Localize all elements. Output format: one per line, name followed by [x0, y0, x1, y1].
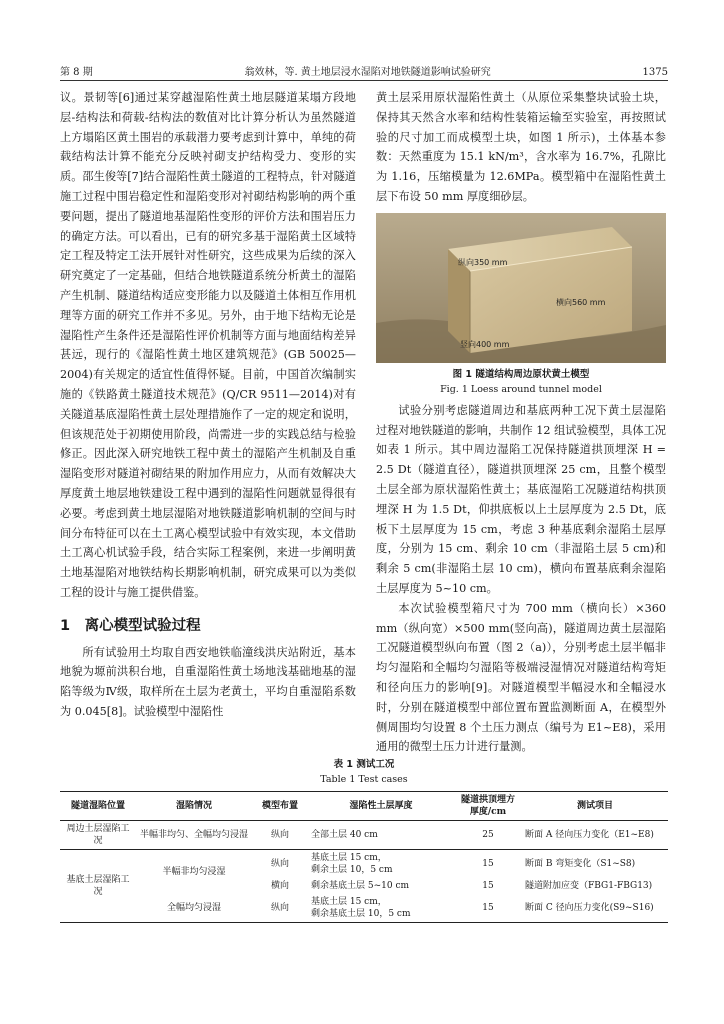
right-column: [376, 88, 666, 757]
left-column: [60, 88, 356, 722]
running-title: 翁效林，等. 黄土地层浸水湿陷对地铁隧道影响试验研究: [244, 67, 491, 78]
model-box-paragraph: 本次试验模型箱尺寸为 700 mm（横向长）×360 mm（纵向宽）×500 mm(竖向高)，隧道周边黄土层湿陷工况隧道模型纵向布置（图 2（a)），分别考虑土层半幅非均匀湿陷和全幅均匀湿陷等极端浸湿情况对隧道结构弯矩和径向压力的影响[9]。对隧道模型半幅浸水和全幅浸水时，分别在隧道模型中部位置布置监测断面 A，在模型外侧周围均匀设置 8 个土压力测点（编号为 E1~E8)，采用通用的微型土压力计进行量测。: [376, 601, 666, 754]
table-header-cell: 模型布置: [261, 801, 298, 811]
test-cases-paragraph: 试验分别考虑隧道周边和基底两种工况下黄土层湿陷过程对地铁隧道的影响，共制作 12 组试验模型，具体工况如表 1 所示。其中周边湿陷工况保持隧道拱顶埋深 H = 2.5 Dt（隧道直径），隧道拱顶埋深 25 cm，且整个模型土层全部为原状湿陷性黄土；基底湿陷工况隧道结构拱顶埋深 H 为 1.5 Dt，仰拱底板以上土层厚度为 2.5 Dt，底板下土层厚度为 15 cm，考虑 3 种基底剩余湿陷土层厚度，分别为 15 cm、剩余 10 cm（非湿陷土层 5 cm)和剩余 5 cm(非湿陷土层 10 cm)，横向布置基底剩余湿陷土层厚度为 5~10 cm。: [376, 403, 666, 595]
table-cell-line: 基底土层 15 cm，: [311, 897, 387, 907]
table-cell: 断面 C 径向压力变化(S9~S16): [525, 903, 654, 913]
method-paragraph: 所有试验用土均取自西安地铁临潼线洪庆站附近，基本地貌为塬前洪积台地，自重湿陷性黄土场地浅基础地基的湿陷等级为Ⅳ级，取样所在土层为老黄土，平均自重湿陷系数为 0.045[8]。试验模型中湿陷性: [60, 645, 356, 718]
table-caption-en: Table 1 Test cases: [320, 774, 408, 785]
loess-block-illustration: [376, 213, 666, 363]
loess-model-photo: [376, 213, 666, 363]
table-cell: 剩余基底土层 5~10 cm: [311, 881, 410, 891]
longitudinal-label: 纵向350 mm: [458, 257, 508, 267]
table-header-row: [60, 792, 668, 821]
table-row: [60, 894, 668, 923]
transverse-label: 横向560 mm: [556, 297, 606, 307]
table-cell: 全部土层 40 cm: [311, 830, 378, 840]
table-cell: [308, 850, 454, 879]
table-cell: 全幅均匀浸湿: [166, 903, 221, 913]
table-row: [60, 821, 668, 850]
table-cell-line: 剩余基底土层 10，5 cm: [311, 909, 411, 919]
running-header: [60, 60, 668, 78]
table-cell-line: 基底土层 15 cm，: [311, 853, 387, 863]
material-paragraph: 黄土层采用原状湿陷性黄土（从原位采集整块试验土块，保持其天然含水率和结构性装箱运输至实验室，再按照试验的尺寸加工而成模型土块，如图 1 所示)，土体基本参数：天然重度为 15.1 kN/m³，含水率为 16.7%，孔隙比为 1.16，压缩模量为 12.6MPa。模型箱中在湿陷性黄土层下布设 50 mm 厚度细砂层。: [376, 91, 666, 203]
table-header-cell: 湿陷情况: [175, 801, 212, 811]
table-cell: 断面 A 径向压力变化（E1~E8): [525, 830, 654, 840]
table-cell: [308, 894, 454, 923]
page-number: 1375: [642, 67, 668, 78]
table-header-cell: 隧道拱顶埋方厚度/cm: [460, 795, 515, 817]
table-cell-line: 剩余土层 10，5 cm: [311, 865, 393, 875]
table-cell: 纵向: [270, 830, 289, 840]
table-cell: 15: [482, 881, 494, 891]
test-cases-table: [60, 791, 668, 923]
issue-number: 第 8 期: [60, 67, 93, 78]
intro-paragraph: 议。景韧等[6]通过某穿越湿陷性黄土地层隧道某塌方段地层-结构法和荷载-结构法的数值对比计算分析认为虽然隧道上方塌陷区黄土围岩的承载潜力要考虑到计算中，单纯的荷载结构法计算不能充分反映衬砌支护结构受力、变形的实质。邵生俊等[7]结合湿陷性黄土隧道的工程特点，针对隧道施工过程中围岩稳定性和湿陷变形对衬砌结构影响的两个重要问题，提出了隧道地基湿陷性变形的评价方法和围岩压力的确定方法。可以看出，已有的研究多基于湿陷黄土区域特定工程及特定工法开展针对性研究，这些成果为后续的深入研究奠定了一定基础，但结合地铁隧道系统分析黄土的湿陷产生机制、隧道结构适应变形能力以及隧道土体相互作用机理等方面的研究工作并不多见。另外，由于地下结构无论是湿陷性产生条件还是湿陷性评价机制等方面与地面结构差异甚远，现行的《湿陷性黄土地区建筑规范》(GB 50025—2004)有关规定的适宜性值得怀疑。目前，中国首次编制实施的《铁路黄土隧道技术规范》(Q/CR 9511—2014)对有关隧道基底湿陷性黄土层处理措施作了一定的规定和说明，但该规范处于初期使用阶段，尚需进一步的实践总结与检验修正。因此深入研究地铁工程中黄土的湿陷产生机制及自重湿陷变形对隧道衬砌结果的附加作用应力，从而有效解决大厚度黄土地层地铁建设工程中遇到的湿陷性问题就显得很有必要。考虑到黄土地层湿陷对地铁隧道影响机制的空间与时间分布特征可以在土工离心模型试验中有效实现，本文借助土工离心机试验手段，结合实际工程案例，来进一步阐明黄土地基湿陷对地铁结构长期影响机制，研究成果可以为类似工程的设计与施工提供借鉴。: [60, 91, 356, 599]
test-cases-table-block: [60, 757, 668, 923]
table-cell: 断面 B 弯矩变化（S1~S8): [525, 859, 636, 869]
table-cell: 纵向: [270, 859, 289, 869]
table-caption-cn: 表 1 测试工况: [333, 759, 395, 770]
table-cell: 半幅非均匀、全幅均匀浸湿: [139, 830, 248, 840]
table-header-cell: 湿陷性土层厚度: [349, 801, 413, 811]
figure-caption-cn: 图 1 隧道结构周边原状黄土模型: [452, 368, 590, 380]
table-cell: 15: [482, 903, 494, 913]
table-cell: 纵向: [270, 903, 289, 913]
vertical-label: 竖向400 mm: [460, 339, 510, 349]
table-header-cell: 隧道湿陷位置: [70, 801, 125, 811]
header-rule: [60, 80, 668, 81]
table-cell: 15: [482, 859, 494, 869]
section-heading: 1 离心模型试验过程: [60, 617, 201, 634]
table-cell: 周边土层湿陷工况: [66, 824, 130, 846]
table-cell: 基底土层湿陷工况: [66, 875, 130, 897]
table-cell: 半幅非均匀浸湿: [162, 867, 226, 877]
table-cell: 隧道附加应变（FBG1-FBG13): [525, 881, 653, 891]
figure-caption-en: Fig. 1 Loess around tunnel model: [440, 383, 602, 395]
table-cell: 横向: [270, 881, 289, 891]
table-header-cell: 测试项目: [576, 801, 613, 811]
table-cell: 25: [482, 830, 494, 840]
table-row: [60, 850, 668, 879]
